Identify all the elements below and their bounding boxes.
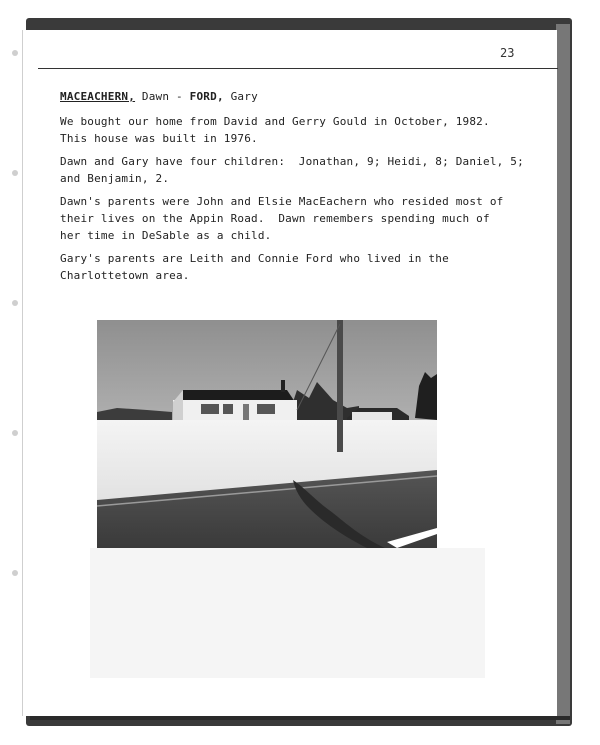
paragraph-dawn-parents: Dawn's parents were John and Elsie MacEachern who resided most of their lives on the Appin Road. Dawn remembers spending much of her time in DeSable as a child. bbox=[60, 195, 504, 242]
paragraph-home: We bought our home from David and Gerry Gould in October, 1982. This house was built in 1976. bbox=[60, 115, 490, 145]
binder-bottom-edge bbox=[30, 716, 570, 720]
given-name-gary: Gary bbox=[223, 90, 258, 103]
given-name-dawn: Dawn - bbox=[135, 90, 190, 103]
binding-hole bbox=[12, 170, 18, 176]
family-entry bbox=[60, 88, 540, 290]
binding-holes bbox=[8, 30, 20, 730]
binding-hole bbox=[12, 50, 18, 56]
page-number: 23 bbox=[500, 46, 515, 60]
binding-hole bbox=[12, 300, 18, 306]
photo-bleed-through bbox=[90, 548, 485, 678]
paragraph-children: Dawn and Gary have four children: Jonathan, 9; Heidi, 8; Daniel, 5; and Benjamin, 2. bbox=[60, 155, 524, 185]
surname-maceachern: MACEACHERN, bbox=[60, 90, 136, 103]
binding-hole bbox=[12, 570, 18, 576]
house-photo-image bbox=[97, 320, 437, 548]
header-rule bbox=[38, 68, 558, 69]
surname-ford: FORD, bbox=[189, 90, 224, 103]
binding-hole bbox=[12, 430, 18, 436]
binder-spine bbox=[556, 24, 570, 724]
paragraph-gary-parents: Gary's parents are Leith and Connie Ford who lived in the Charlottetown area. bbox=[60, 252, 449, 282]
entry-heading bbox=[60, 88, 540, 105]
house-photo bbox=[97, 320, 437, 548]
